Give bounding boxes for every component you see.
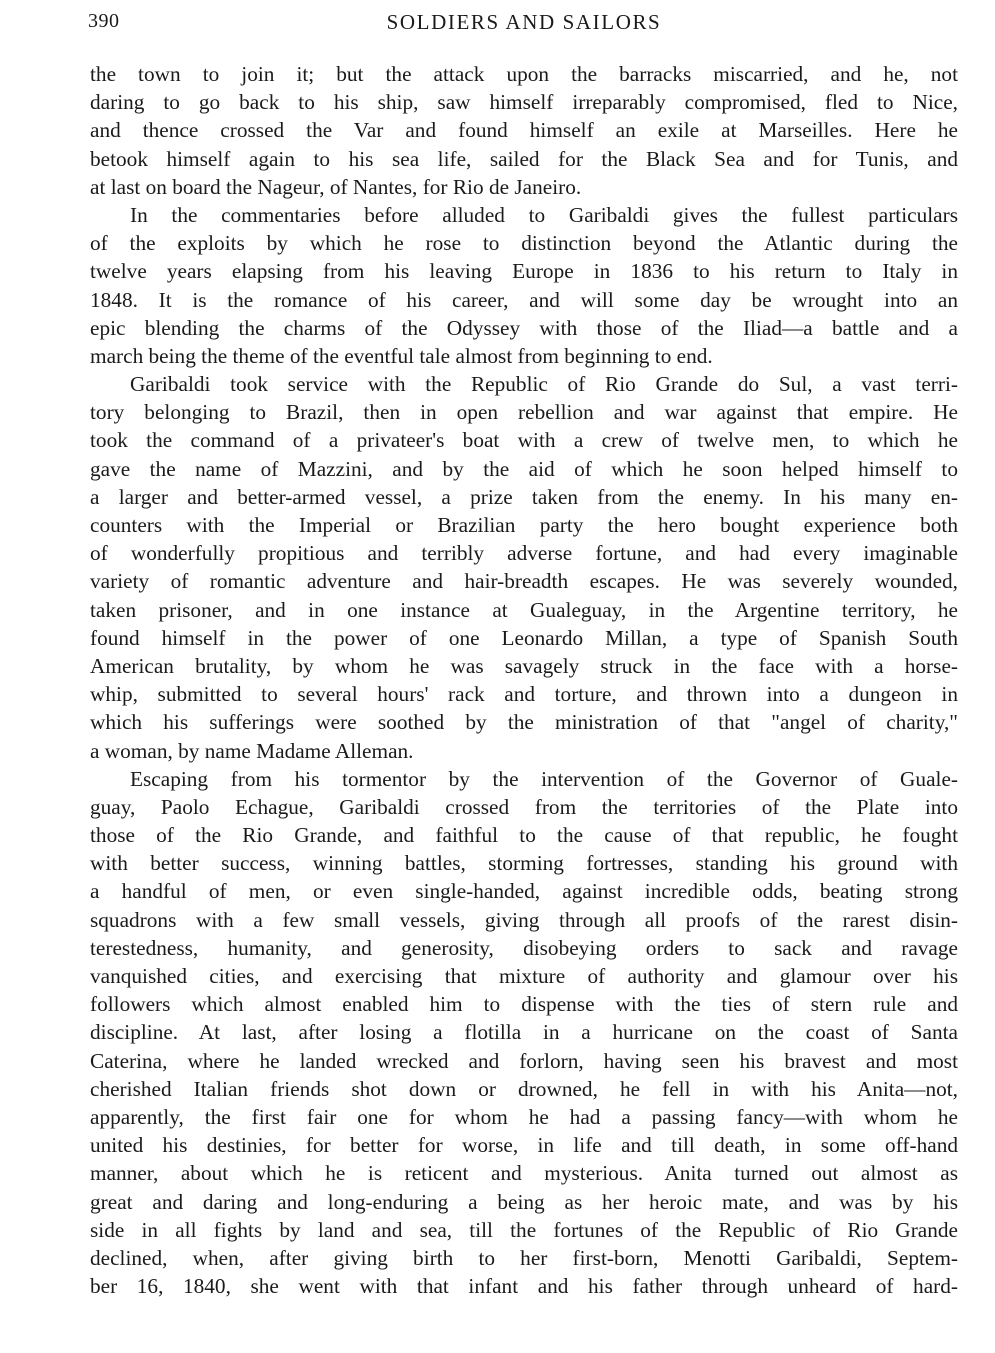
text-line: with better success, winning battles, storming fortresses, standing his ground with: [90, 851, 958, 876]
text-line: a larger and better-armed vessel, a prize taken from the enemy. In his many en-: [90, 484, 958, 509]
text-line: American brutality, by whom he was savagely struck in the face with a horse-: [90, 653, 958, 678]
text-line: at last on board the Nageur, of Nantes, for Rio de Janeiro.: [90, 174, 582, 199]
text-line: of the exploits by which he rose to distinction beyond the Atlantic during the: [90, 231, 958, 256]
text-line: declined, when, after giving birth to her first-born, Menotti Garibaldi, Septem-: [90, 1245, 958, 1270]
text-line: twelve years elapsing from his leaving Europe in 1836 to his return to Italy in: [90, 259, 958, 284]
page: [90, 0, 958, 1300]
text-line: 1848. It is the romance of his career, and will some day be wrought into an: [90, 287, 958, 312]
text-line: epic blending the charms of the Odyssey with those of the Iliad—a battle and a: [90, 315, 958, 340]
text-line: betook himself again to his sea life, sailed for the Black Sea and for Tunis, and: [90, 146, 958, 171]
running-title: SOLDIERS AND SAILORS: [386, 10, 662, 34]
text-line: discipline. At last, after losing a flotilla in a hurricane on the coast of Santa: [90, 1020, 958, 1045]
text-line: tory belonging to Brazil, then in open rebellion and war against that empire. He: [90, 400, 958, 425]
text-line: manner, about which he is reticent and mysterious. Anita turned out almost as: [90, 1161, 958, 1186]
text-line: Garibaldi took service with the Republic of Rio Grande do Sul, a vast terri-: [130, 372, 958, 397]
text-line: united his destinies, for better for worse, in life and till death, in some off-hand: [90, 1133, 958, 1158]
text-line: great and daring and long-enduring a being as her heroic mate, and was by his: [90, 1189, 958, 1214]
text-line: whip, submitted to several hours' rack and torture, and thrown into a dungeon in: [90, 682, 958, 707]
text-line: followers which almost enabled him to dispense with the ties of stern rule and: [90, 992, 958, 1017]
text-line: terestedness, humanity, and generosity, disobeying orders to sack and ravage: [90, 935, 958, 960]
text-line: squadrons with a few small vessels, giving through all proofs of the rarest disin-: [90, 907, 958, 932]
text-line: daring to go back to his ship, saw himself irreparably compromised, fled to Nice,: [90, 90, 958, 115]
text-line: march being the theme of the eventful tale almost from beginning to end.: [90, 343, 713, 368]
paragraph: [90, 765, 958, 1301]
text-line: took the command of a privateer's boat with a crew of twelve men, to which he: [90, 428, 958, 453]
text-line: cherished Italian friends shot down or drowned, he fell in with his Anita—not,: [90, 1076, 958, 1101]
text-line: taken prisoner, and in one instance at Gualeguay, in the Argentine territory, he: [90, 597, 958, 622]
paragraph: [90, 370, 958, 765]
text-line: Escaping from his tormentor by the intervention of the Governor of Guale-: [130, 766, 958, 791]
text-line: gave the name of Mazzini, and by the aid of which he soon helped himself to: [90, 456, 958, 481]
text-line: counters with the Imperial or Brazilian party the hero bought experience both: [90, 513, 958, 537]
text-line: and thence crossed the Var and found himself an exile at Marseilles. Here he: [90, 118, 958, 143]
running-head: [90, 8, 958, 48]
paragraph: [90, 201, 958, 370]
text-line: a woman, by name Madame Alleman.: [90, 738, 414, 763]
text-line: ber 16, 1840, she went with that infant and his father through unheard of hard-: [90, 1274, 958, 1299]
text-line: vanquished cities, and exercising that mixture of authority and glamour over his: [90, 964, 958, 988]
body-text: [90, 60, 958, 1300]
text-line: a handful of men, or even single-handed, against incredible odds, beating strong: [90, 879, 958, 904]
text-line: side in all fights by land and sea, till the fortunes of the Republic of Rio Grande: [90, 1217, 958, 1242]
text-line: found himself in the power of one Leonardo Millan, a type of Spanish South: [90, 625, 958, 650]
text-line: those of the Rio Grande, and faithful to the cause of that republic, he fought: [90, 823, 958, 848]
text-line: apparently, the first fair one for whom he had a passing fancy—with whom he: [90, 1104, 958, 1129]
paragraph: [90, 60, 958, 201]
text-line: Caterina, where he landed wrecked and forlorn, having seen his bravest and most: [90, 1048, 958, 1073]
text-line: In the commentaries before alluded to Garibaldi gives the fullest particulars: [130, 202, 958, 227]
text-line: which his sufferings were soothed by the ministration of that "angel of charity,": [90, 710, 958, 735]
text-line: the town to join it; but the attack upon the barracks miscarried, and he, not: [90, 62, 958, 86]
text-line: guay, Paolo Echague, Garibaldi crossed from the territories of the Plate into: [90, 794, 958, 819]
page-number: 390: [88, 10, 120, 32]
text-line: of wonderfully propitious and terribly adverse fortune, and had every imaginable: [90, 541, 958, 566]
text-line: variety of romantic adventure and hair-breadth escapes. He was severely wounded,: [90, 569, 958, 594]
